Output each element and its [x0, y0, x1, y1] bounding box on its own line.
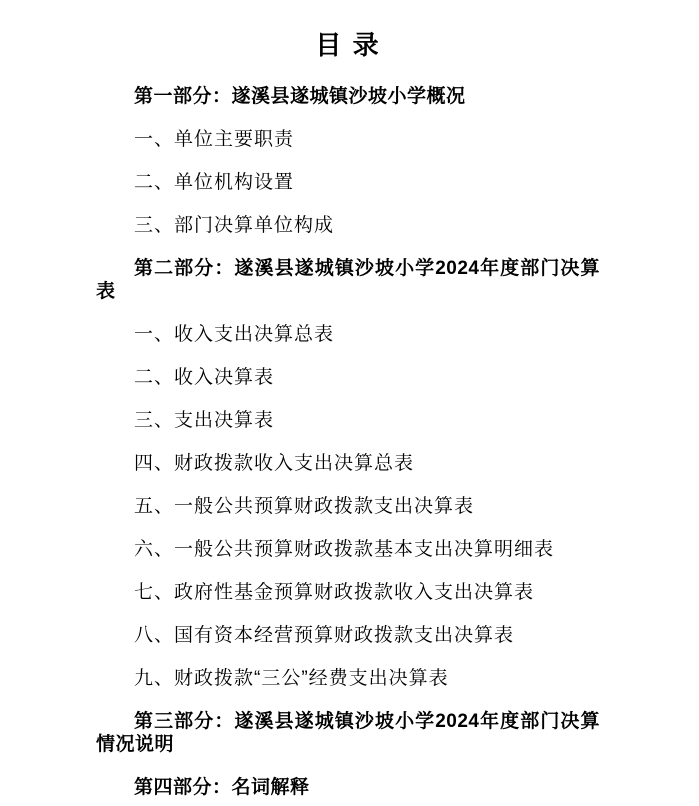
toc-section-heading: 第四部分：名词解释 [134, 777, 310, 798]
toc-item: 二、收入决算表 [134, 367, 275, 388]
page-title: 目 录 [315, 30, 381, 60]
toc-item: 一、单位主要职责 [134, 129, 295, 150]
toc-item: 八、国有资本经营预算财政拨款支出决算表 [134, 625, 515, 646]
toc-item: 二、单位机构设置 [134, 172, 295, 193]
toc-section-heading: 第二部分：遂溪县遂城镇沙坡小学2024年度部门决算表 [96, 258, 600, 302]
toc-item: 五、一般公共预算财政拨款支出决算表 [134, 496, 475, 517]
toc-item: 一、收入支出决算总表 [134, 324, 335, 345]
toc-item: 六、一般公共预算财政拨款基本支出决算明细表 [134, 539, 555, 560]
toc-item: 四、财政拨款收入支出决算总表 [134, 453, 415, 474]
toc-item: 三、部门决算单位构成 [134, 215, 335, 236]
toc-section-heading: 第三部分：遂溪县遂城镇沙坡小学2024年度部门决算情况说明 [96, 711, 600, 755]
toc-item: 九、财政拨款“三公”经费支出决算表 [134, 668, 449, 689]
toc-section-heading: 第一部分：遂溪县遂城镇沙坡小学概况 [134, 86, 466, 107]
toc-item: 三、支出决算表 [134, 410, 275, 431]
toc-list [96, 85, 600, 799]
toc-item: 七、政府性基金预算财政拨款收入支出决算表 [134, 582, 535, 603]
